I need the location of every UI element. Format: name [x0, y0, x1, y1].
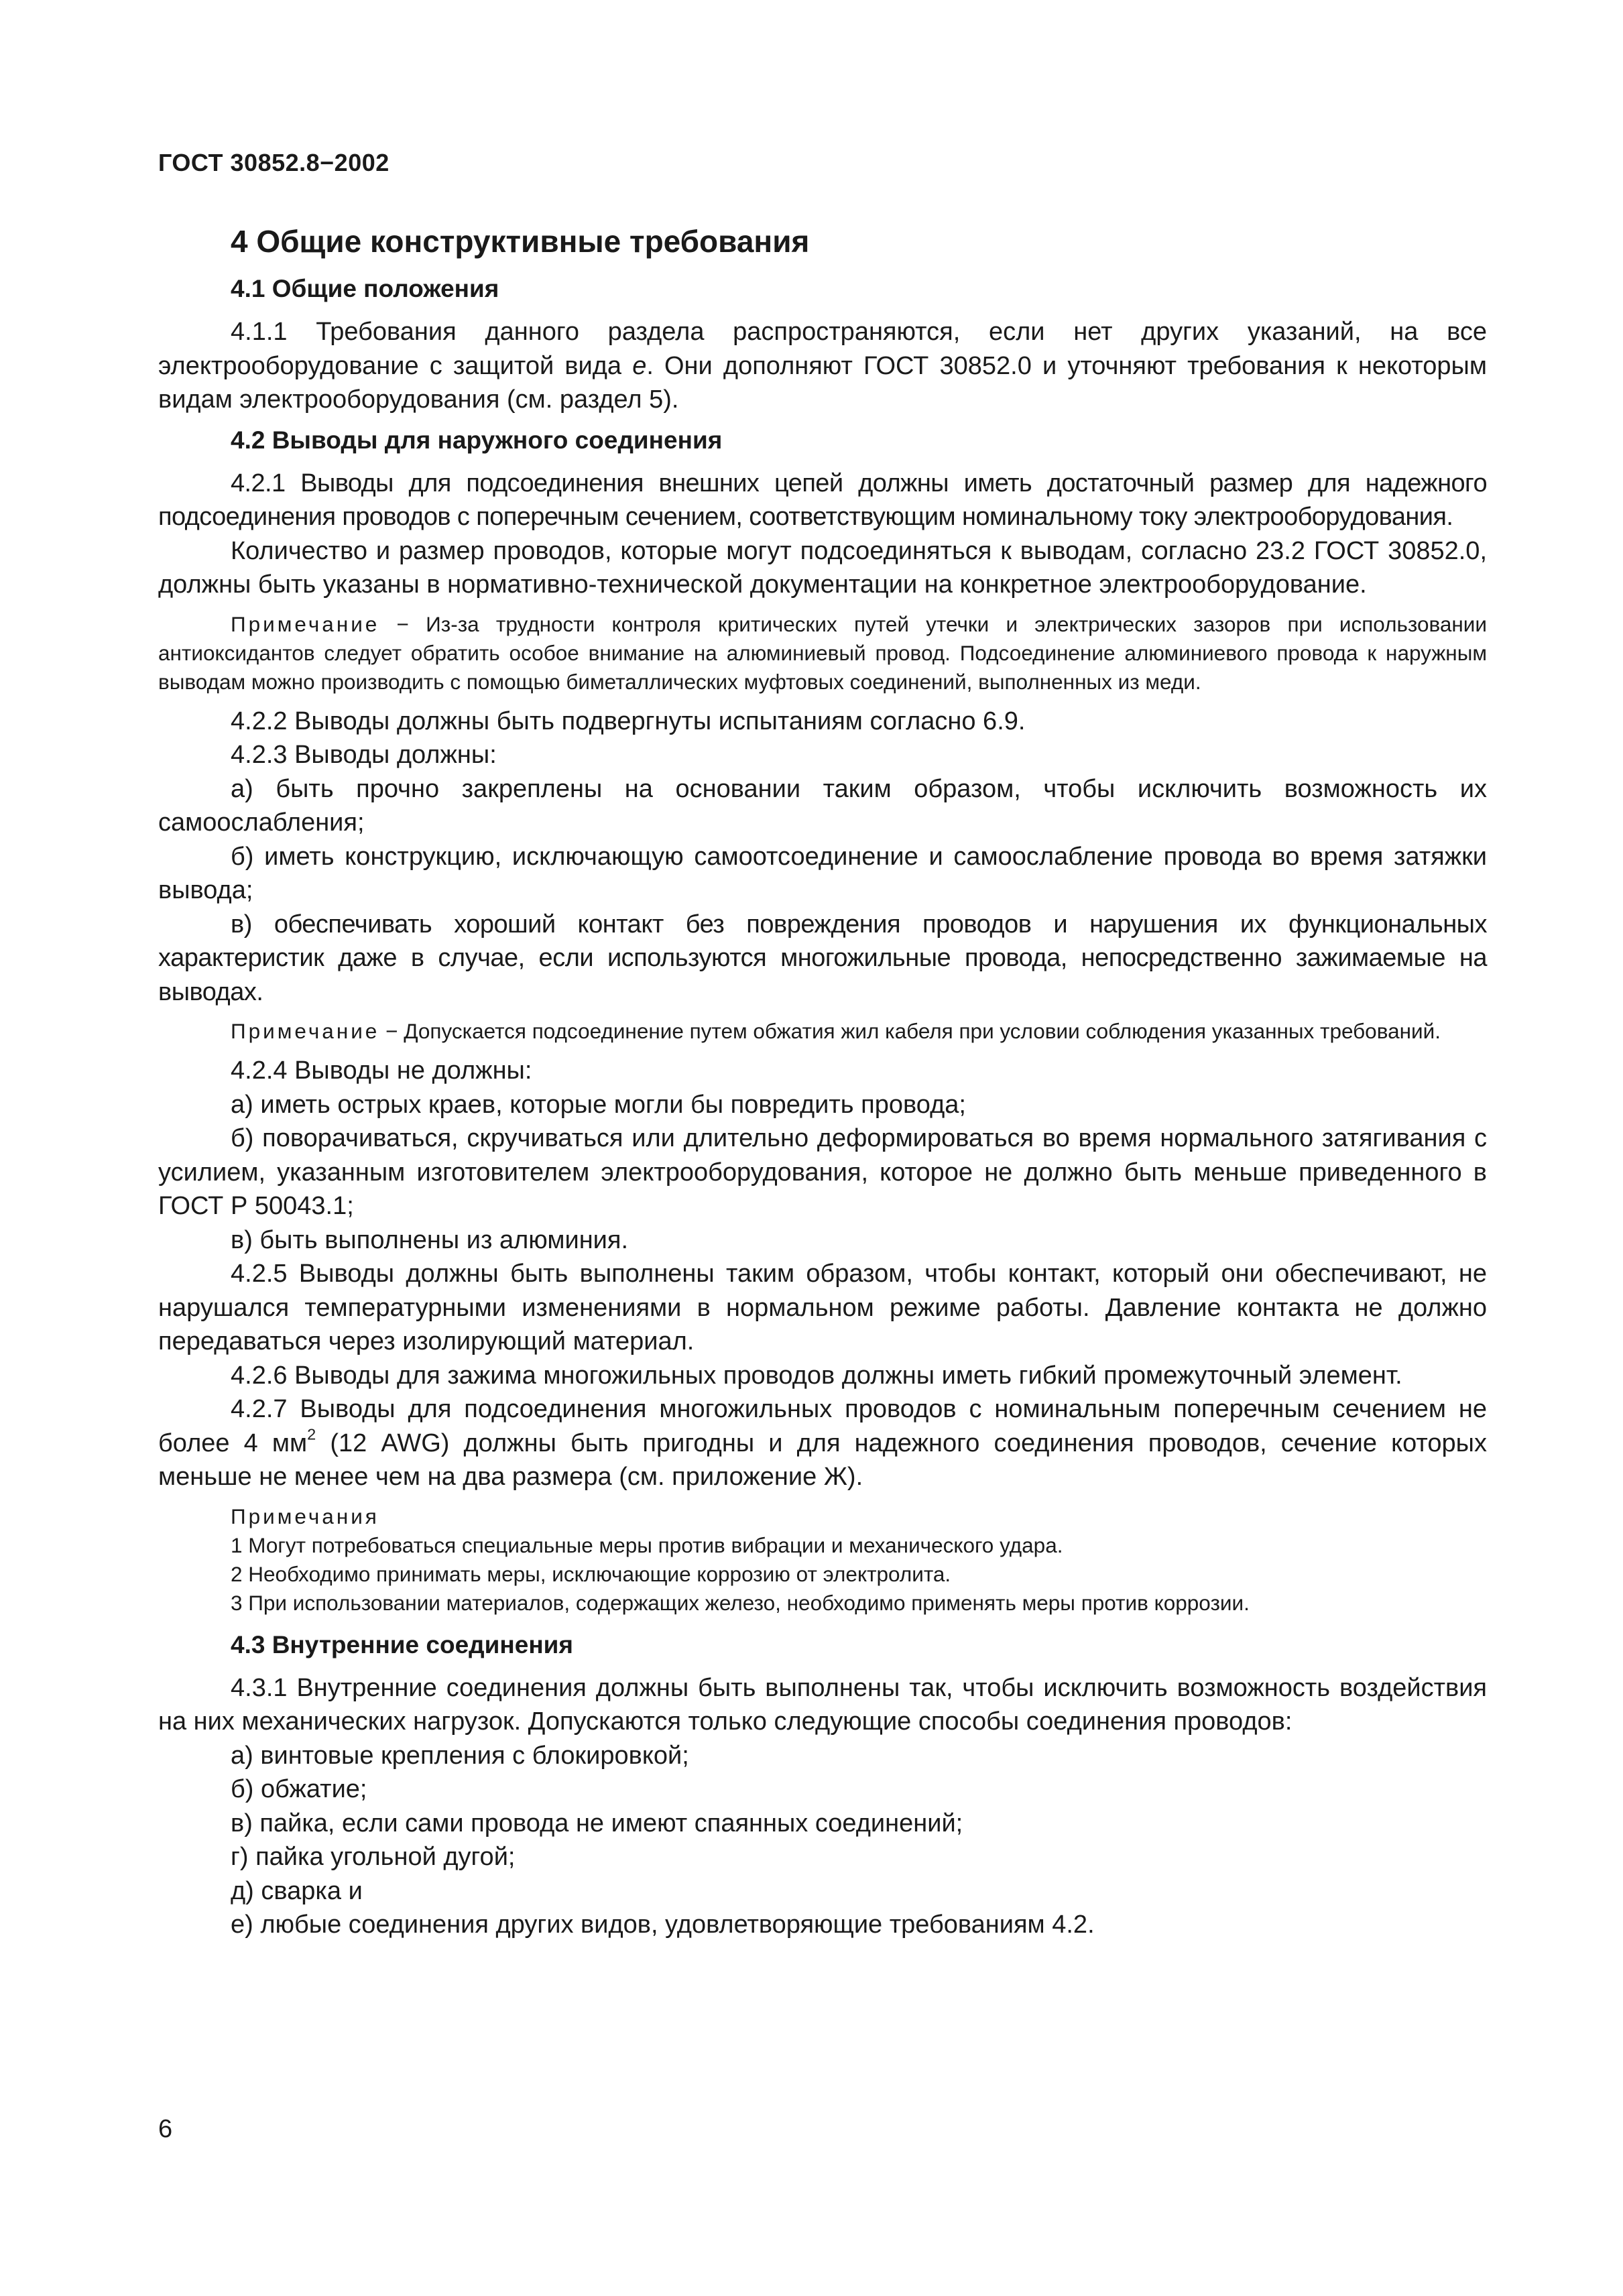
- list-item-4-3-1-e: д) сварка и: [231, 1876, 363, 1905]
- list-item-4-2-4-a: а) иметь острых краев, которые могли бы повредить провода;: [231, 1090, 966, 1119]
- paragraph-4-2-7-text-b: (12 AWG) должны быть пригодны и для надежного соединения проводов, сечение которых меньше не менее чем на два размера (см. приложение Ж).: [158, 1429, 1487, 1491]
- notes-block: [158, 1502, 1487, 1618]
- paragraph-4-1-1-text-b: . Они дополняют ГОСТ 30852.0 и уточняют требования к некоторым видам электрооборудования (см. раздел 5).: [158, 351, 1487, 414]
- note-aluminium-wire: [158, 610, 1487, 697]
- paragraph-4-2-7-text-a: 4.2.7 Выводы для подсоединения многожильных проводов с номинальным поперечным сечением не более 4 мм: [158, 1395, 1487, 1457]
- note-item-1: 1 Могут потребоваться специальные меры против вибрации и механического удара.: [231, 1532, 1063, 1557]
- list-item-4-2-3-b: б) иметь конструкцию, исключающую самоотсоединение и самоослабление провода во время затяжки вывода;: [158, 842, 1487, 904]
- paragraph-4-1-1: [158, 315, 1487, 417]
- page-content: [158, 221, 1487, 1942]
- subsection-title-4-1: 4.1 Общие положения: [231, 275, 499, 302]
- paragraph-4-1-1-text-a: 4.1.1 Требования данного раздела распространяются, если нет других указаний, на все электрооборудование с защитой вида: [158, 318, 1487, 380]
- list-item-4-2-4-b: б) поворачиваться, скручиваться или длительно деформироваться во время нормального затягивания с усилием, указанным изготовителем электрооборудования, которое не должно быть меньше приведенного в ГОСТ Р 50043.1;: [158, 1124, 1487, 1220]
- note-item-2: 2 Необходимо принимать меры, исключающие коррозию от электролита.: [231, 1561, 951, 1586]
- subsection-title-4-3: 4.3 Внутренние соединения: [231, 1630, 574, 1658]
- page-number: 6: [158, 2115, 173, 2143]
- subsection-title-4-2: 4.2 Выводы для наружного соединения: [231, 426, 723, 454]
- note-label: Примечание: [231, 1019, 380, 1043]
- note-text: − Из-за трудности контроля критических путей утечки и электрических зазоров при использовании антиоксидантов следует обратить особое внимание на алюминиевый провод. Подсоединение алюминиевого провода к наружным выводам можно производить с помощью биметаллических муфтовых соединений, выполненных из меди.: [158, 611, 1487, 694]
- superscript-square: 2: [307, 1425, 316, 1443]
- list-item-4-3-1-c: в) пайка, если сами провода не имеют спаянных соединений;: [231, 1809, 963, 1837]
- list-item-4-2-3-a: а) быть прочно закреплены на основании таким образом, чтобы исключить возможность их самоослабления;: [158, 774, 1487, 837]
- paragraph-4-2-7: [158, 1392, 1487, 1494]
- paragraph-4-2-1: 4.2.1 Выводы для подсоединения внешних цепей должны иметь достаточный размер для надежного подсоединения проводов с поперечным сечением, соответствующим номинальному току электрооборудования.: [158, 469, 1487, 531]
- list-item-4-3-1-f: е) любые соединения других видов, удовлетворяющие требованиям 4.2.: [231, 1911, 1095, 1939]
- note-item-3: 3 При использовании материалов, содержащих железо, необходимо применять меры против коррозии.: [231, 1590, 1250, 1615]
- list-item-4-3-1-b: б) обжатие;: [231, 1775, 367, 1803]
- paragraph-4-2-1-b: Количество и размер проводов, которые могут подсоединяться к выводам, согласно 23.2 ГОСТ 30852.0, должны быть указаны в нормативно-технической документации на конкретное электрооборудование.: [158, 536, 1487, 599]
- paragraph-4-2-6: 4.2.6 Выводы для зажима многожильных проводов должны иметь гибкий промежуточный элемент.: [231, 1361, 1402, 1390]
- paragraph-4-3-1: 4.3.1 Внутренние соединения должны быть выполнены так, чтобы исключить возможность воздействия на них механических нагрузок. Допускаются только следующие способы соединения проводов:: [158, 1673, 1487, 1736]
- paragraph-4-2-5: 4.2.5 Выводы должны быть выполнены таким образом, чтобы контакт, который они обеспечивают, не нарушался температурными изменениями в нормальном режиме работы. Давление контакта не должно передаваться через изолирующий материал.: [158, 1260, 1487, 1355]
- section-title: 4 Общие конструктивные требования: [231, 224, 810, 259]
- document-code-header: ГОСТ 30852.8−2002: [158, 149, 389, 176]
- paragraph-4-2-3: 4.2.3 Выводы должны:: [231, 741, 497, 769]
- list-item-4-3-1-d: г) пайка угольной дугой;: [231, 1843, 516, 1871]
- protection-type-italic: е: [632, 351, 647, 380]
- note-text: − Допускается подсоединение путем обжатия жил кабеля при условии соблюдения указанных требований.: [379, 1019, 1441, 1043]
- paragraph-4-2-2: 4.2.2 Выводы должны быть подвергнуты испытаниям согласно 6.9.: [231, 707, 1026, 735]
- paragraph-4-2-4: 4.2.4 Выводы не должны:: [231, 1056, 532, 1085]
- notes-label: Примечания: [231, 1504, 379, 1528]
- list-item-4-2-4-c: в) быть выполнены из алюминия.: [231, 1225, 629, 1254]
- note-label: Примечание: [231, 611, 380, 636]
- list-item-4-3-1-a: а) винтовые крепления с блокировкой;: [231, 1741, 689, 1770]
- list-item-4-2-3-c: в) обеспечивать хороший контакт без повреждения проводов и нарушения их функциональных характеристик даже в случае, если используются многожильные провода, непосредственно зажимаемые на выводах.: [158, 910, 1487, 1006]
- note-crimping: [158, 1017, 1487, 1046]
